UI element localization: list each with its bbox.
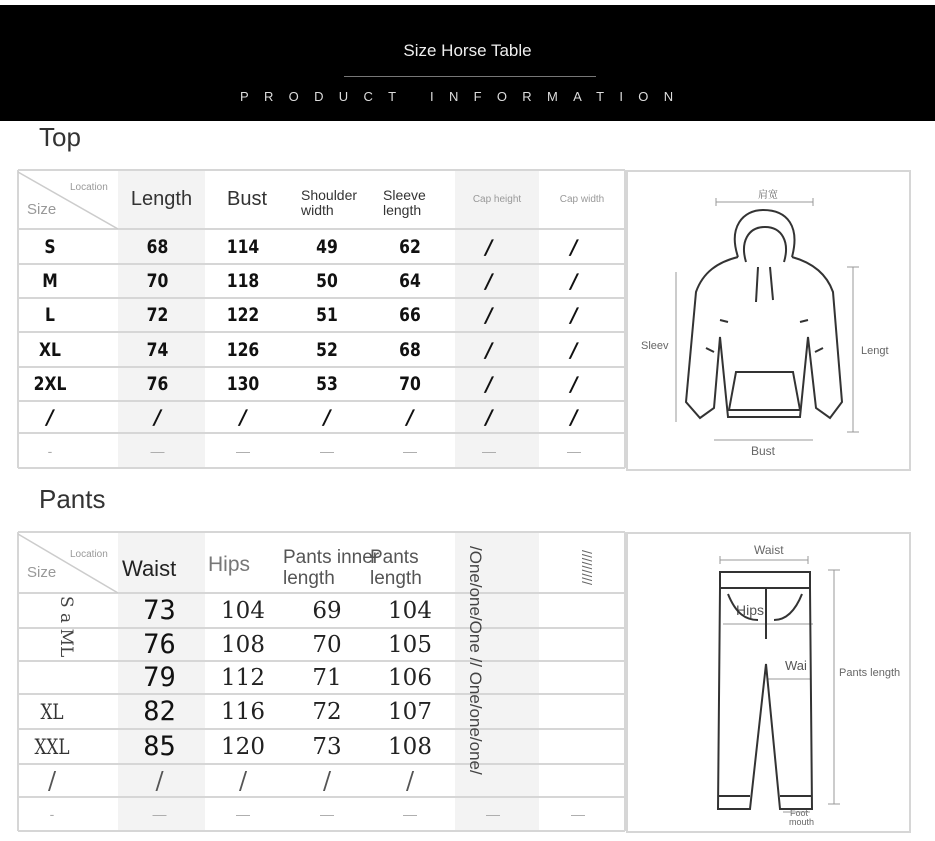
pants-value-cell: 104 <box>221 597 265 624</box>
pants-value-cell: 112 <box>221 664 265 691</box>
page-title: Size Horse Table <box>403 41 532 60</box>
pants-value-cell: — <box>486 806 500 822</box>
top-value-cell: 72 <box>146 304 169 326</box>
pants-value-cell: 105 <box>388 631 432 658</box>
top-value-cell: 70 <box>399 373 421 395</box>
top-value-cell: 51 <box>316 304 338 326</box>
top-value-cell: / <box>151 405 164 429</box>
top-value-cell: 50 <box>316 270 338 292</box>
top-value-cell: / <box>568 405 580 429</box>
top-value-cell: 74 <box>146 338 169 361</box>
pants-value-cell: 107 <box>388 698 432 725</box>
top-value-cell: / <box>568 234 580 259</box>
pants-value-cell: 76 <box>143 629 176 660</box>
length-label: Lengt <box>861 345 889 357</box>
top-column-header: Length <box>130 188 193 210</box>
top-value-cell: / <box>568 269 580 293</box>
pants-value-cell: — <box>571 806 585 822</box>
pants-value-cell: 104 <box>388 597 432 624</box>
top-section-title: Top <box>39 122 81 152</box>
pants-value-cell: — <box>320 806 334 822</box>
top-value-cell: 64 <box>399 270 421 292</box>
hoodie-diagram <box>626 170 911 471</box>
foot-mouth-label-1: Foot <box>790 808 809 818</box>
top-corner-size: Size <box>27 201 57 218</box>
pants-value-cell: 71 <box>312 664 342 691</box>
pants-value-cell: — <box>152 806 167 822</box>
top-value-cell: / <box>568 303 580 327</box>
pants-value-cell: 108 <box>388 733 432 760</box>
top-value-cell: — <box>482 442 496 459</box>
top-value-cell: / <box>404 405 416 429</box>
pants-value-cell: — <box>236 806 250 822</box>
top-value-cell: 62 <box>399 235 421 258</box>
top-value-cell: — <box>567 442 581 459</box>
top-value-cell: 70 <box>146 270 169 292</box>
top-column-header: Bust <box>226 188 268 210</box>
bust-label: Bust <box>751 444 776 458</box>
top-value-cell: 68 <box>399 338 421 361</box>
pants-corner-diagonal <box>18 532 118 593</box>
top-column-header: Shoulder width <box>301 187 358 218</box>
top-value-cell: / <box>237 405 249 429</box>
top-value-cell: / <box>321 405 333 429</box>
top-value-cell: / <box>568 337 580 362</box>
pants-size-cell: - <box>49 806 55 822</box>
top-size-cell: - <box>47 442 53 459</box>
foot-mouth-label-2: mouth <box>789 817 815 827</box>
header-divider <box>344 76 596 77</box>
pants-corner-size: Size <box>27 564 57 581</box>
top-value-cell: 76 <box>146 373 169 395</box>
top-value-cell: 68 <box>146 235 169 258</box>
top-column-header: Sleeve length <box>383 187 426 218</box>
pants-column-header: Pants inner length <box>283 547 380 589</box>
top-value-cell: / <box>483 337 495 362</box>
page-subtitle: PRODUCT INFORMATION <box>240 89 689 104</box>
top-value-cell: / <box>483 372 495 396</box>
pants-value-cell: 79 <box>143 662 176 693</box>
pants-diagram <box>626 532 911 833</box>
pants-value-cell: 82 <box>143 696 176 727</box>
top-value-cell: 53 <box>316 373 338 395</box>
pants-size-vertical: S a ML <box>56 596 76 658</box>
top-size-cell: / <box>44 405 56 429</box>
top-size-cell: 2XL <box>33 373 67 395</box>
top-corner-location: Location <box>70 182 108 193</box>
top-value-cell: — <box>403 442 417 459</box>
top-value-cell: 130 <box>226 373 260 395</box>
pants-vertical-note: /One/one/One // One/one/one/ <box>466 546 485 775</box>
pants-size-cell: / <box>47 766 57 795</box>
wai-label: Wai <box>785 658 807 673</box>
top-value-cell: / <box>483 303 495 327</box>
pants-value-cell: 70 <box>312 631 342 658</box>
pants-value-cell: 85 <box>143 731 176 762</box>
pants-section-title: Pants <box>39 484 106 514</box>
top-size-cell: S <box>44 235 56 258</box>
hips-label: Hips <box>736 602 765 618</box>
pants-size-cell: XXL <box>34 734 70 759</box>
top-value-cell: 126 <box>226 338 260 361</box>
pants-value-cell: / <box>238 766 248 795</box>
shoulder-width-label: 肩宽 <box>758 190 778 201</box>
top-value-cell: 122 <box>226 304 260 326</box>
top-size-cell: L <box>45 304 55 326</box>
sleeve-label: Sleev <box>641 340 669 352</box>
header-banner <box>0 5 935 121</box>
top-value-cell: — <box>236 442 250 459</box>
top-value-cell: — <box>320 442 334 459</box>
top-column-header: Cap height <box>472 194 522 205</box>
top-value-cell: 114 <box>226 235 260 258</box>
top-value-cell: / <box>483 269 495 293</box>
pants-value-cell: 72 <box>312 698 342 725</box>
pants-column-header: Waist <box>122 556 177 581</box>
top-column-header: Cap width <box>559 194 605 205</box>
top-value-cell: / <box>483 405 495 429</box>
pants-size-cell: XL <box>40 699 64 724</box>
pants-length-label: Pants length <box>839 667 901 679</box>
top-size-cell: XL <box>39 338 61 361</box>
pants-value-cell: — <box>403 806 417 822</box>
waist-label: Waist <box>754 543 784 557</box>
pants-vertical-note-2: ///////// <box>579 550 595 586</box>
top-size-cell: M <box>42 270 58 292</box>
top-value-cell: 66 <box>399 304 421 326</box>
pants-column-header: Pants length <box>370 547 422 589</box>
pants-value-cell: 73 <box>312 733 342 760</box>
pants-corner-location: Location <box>70 549 108 560</box>
top-value-cell: 49 <box>316 235 338 258</box>
top-value-cell: / <box>568 372 580 396</box>
top-value-cell: 118 <box>226 270 260 292</box>
top-value-cell: — <box>150 442 165 459</box>
top-corner-diagonal <box>18 170 118 229</box>
pants-value-cell: 69 <box>312 597 342 624</box>
pants-value-cell: 120 <box>221 733 265 760</box>
pants-value-cell: / <box>405 766 415 795</box>
pants-value-cell: / <box>155 766 164 795</box>
pants-illustration <box>628 534 909 831</box>
pants-value-cell: / <box>322 766 332 795</box>
pants-value-cell: 116 <box>221 698 265 725</box>
pants-value-cell: 73 <box>143 595 176 626</box>
top-value-cell: / <box>483 234 495 259</box>
top-value-cell: 52 <box>316 338 338 361</box>
hoodie-illustration <box>628 172 909 469</box>
pants-value-cell: 108 <box>221 631 265 658</box>
pants-column-header: Hips <box>208 553 251 576</box>
pants-value-cell: 106 <box>388 664 432 691</box>
